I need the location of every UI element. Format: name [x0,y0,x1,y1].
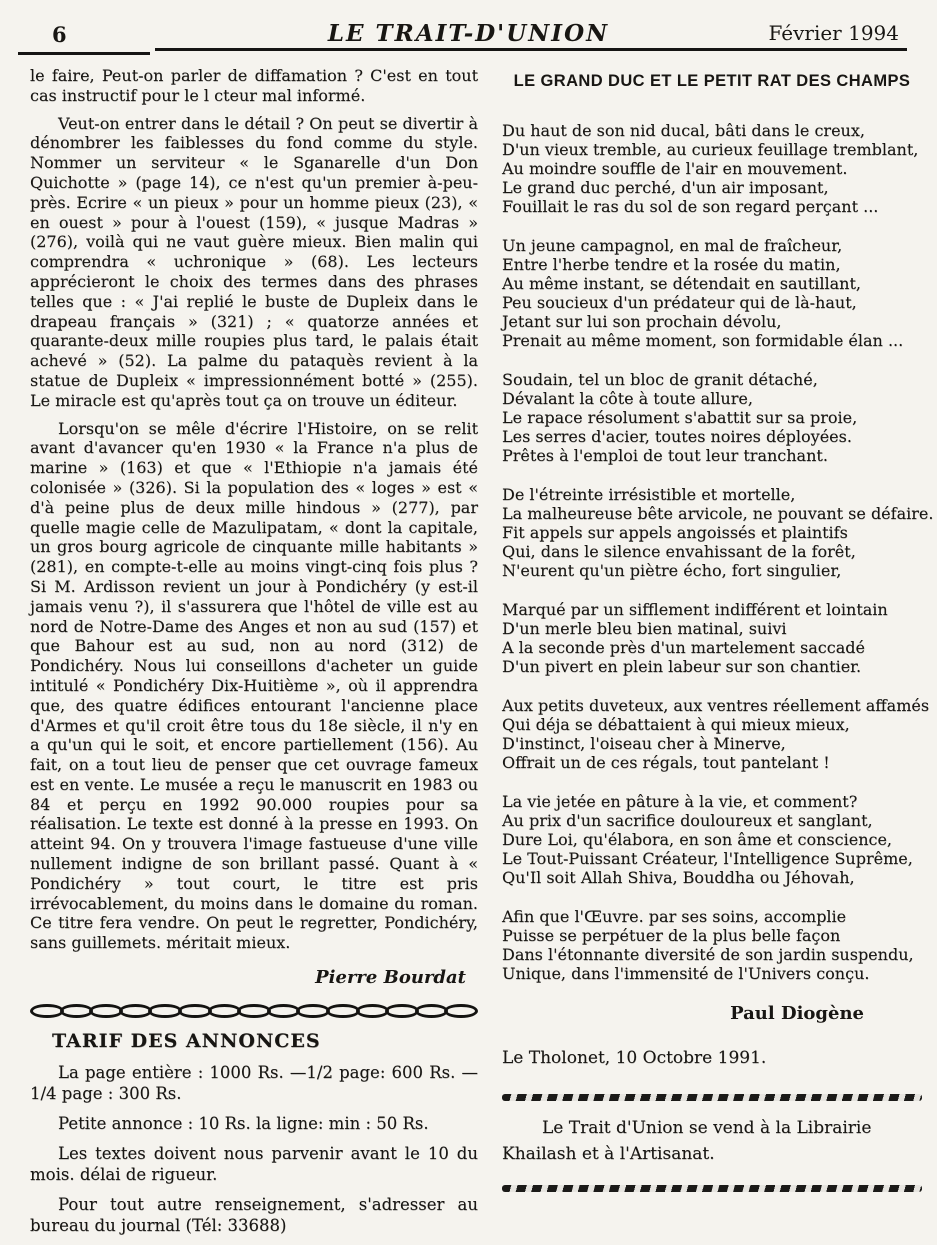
tarif-item: Pour tout autre renseignement, s'adresser au bureau du journal (Tél: 33688) [30,1195,478,1236]
poem-line: D'un vieux tremble, au curieux feuillage tremblant, [502,140,919,159]
poem-stanza [502,600,922,676]
masthead-title: LE TRAIT-D'UNION [327,20,610,47]
poem-line: Le Tout-Puissant Créateur, l'Intelligence Suprême, [502,849,913,868]
chain-ornament-divider [30,1004,478,1018]
poem-line: Peu soucieux d'un prédateur qui de là-haut, [502,293,857,312]
poem-line: La malheureuse bête arvicole, ne pouvant se défaire. [502,504,934,523]
poem-line: Au moindre souffle de l'air en mouvement. [502,159,848,178]
poem-line: Prenait au même moment, son formidable élan ... [502,331,904,350]
poem-stanza [502,792,922,887]
poem-line: Les serres d'acier, toutes noires déployées. [502,427,852,446]
chain-link-ornament [267,1004,301,1018]
tarif-heading: TARIF DES ANNONCES [52,1030,321,1053]
article-paragraph: Lorsqu'on se mêle d'écrire l'Histoire, on se relit avant d'avancer qu'en 1930 « la France n'a plus de marine » (163) et que « l'Ethiopie n'a jamais été colonisée » (326). Si la population des « loges » est « d'à peine plus de deux mille hindous » (277), par quelle magie celle de Mazulipatam, « dont la capitale, un gros bourg agricole de cinquante mille habitants » (281), en compte-t-elle au moins vingt-cinq fois plus ? Si M. Ardisson revient un jour à Pondichéry (y est-il jamais venu ?), il s'assurera que l'hôtel de ville est au nord de Notre-Dame des Anges et non au sud (157) et que Bahour est au sud, non au nord (312) de Pondichéry. Nous lui conseillons d'acheter un guide intitulé « Pondichéry Dix-Huitième », où il apprendra que, des quatre édifices entourant l'ancienne place d'Armes et qu'il croit être tous du 18e siècle, il n'y en a qu'un qui le soit, et encore partiellement (156). Au fait, on a tout lieu de penser que cet ouvrage fameux est en vente. Le musée a reçu le manuscrit en 1983 ou 84 et perçu en 1992 90.000 roupies pour sa réalisation. Le texte est donné à la presse en 1993. On atteint 94. On y trouvera l'image fastueuse d'une ville nullement indigne de son brillant passé. Quant à « Pondichéry » tout court, le titre est pris irrévocablement, du moins dans le domaine du roman. Ce titre fera vendre. On peut le regretter, Pondichéry, sans guillemets. méritait mieux. [30,418,478,953]
tarif-section [30,1030,478,1236]
article-pondichery [30,66,478,988]
page-number: 6 [52,22,67,47]
poem-stanza [502,696,930,772]
poem-line: Fit appels sur appels angoissés et plaintifs [502,523,848,542]
poem-stanza [502,121,922,216]
poem-line: Unique, dans l'immensité de l'Univers conçu. [502,964,870,983]
chain-link-ornament [326,1004,360,1018]
poem-line: La vie jetée en pâture à la vie, et comment? [502,792,858,811]
poem-line: Dure Loi, qu'élabora, en son âme et conscience, [502,830,893,849]
poem-line: Qui, dans le silence envahissant de la forêt, [502,542,856,561]
tarif-item: Les textes doivent nous parvenir avant le 10 du mois. délai de rigueur. [30,1144,478,1185]
poem-line: De l'étreinte irrésistible et mortelle, [502,485,796,504]
chain-link-ornament [119,1004,153,1018]
issue-date: Février 1994 [768,21,899,45]
poem-stanza [502,236,922,350]
poem-line: Offrait un de ces régals, tout pantelant ! [502,753,830,772]
poem-line: Le grand duc perché, d'un air imposant, [502,178,829,197]
poem-stanza [502,485,934,580]
poem-line: Le rapace résolument s'abattit sur sa proie, [502,408,858,427]
poem-dateline: Le Tholonet, 10 Octobre 1991. [502,1048,767,1068]
rope-ornament-divider [502,1185,922,1192]
chain-link-ornament [444,1004,478,1018]
tarif-item: Petite annonce : 10 Rs. la ligne: min : 50 Rs. [58,1114,429,1134]
poem-author-signature: Paul Diogène [730,1003,864,1024]
poem-line: D'un pivert en plein labeur sur son chantier. [502,657,862,676]
poem-line: Jetant sur lui son prochain dévolu, [502,312,782,331]
chain-link-ornament [178,1004,212,1018]
tarif-item: La page entière : 1000 Rs. —1/2 page: 600 Rs. —1/4 page : 300 Rs. [30,1063,478,1104]
poem-line: Aux petits duveteux, aux ventres réellement affamés [502,696,930,715]
poem-line: Afin que l'Œuvre. par ses soins, accomplie [502,907,847,926]
poem-line: N'eurent qu'un piètre écho, fort singulier, [502,561,842,580]
poem-line: Du haut de son nid ducal, bâti dans le creux, [502,121,865,140]
chain-link-ornament [60,1004,94,1018]
chain-link-ornament [148,1004,182,1018]
poem-line: Au même instant, se détendait en sautillant, [502,274,861,293]
rope-ornament-divider [502,1094,922,1101]
chain-link-ornament [208,1004,242,1018]
left-column [30,66,478,1245]
poem-line: Un jeune campagnol, en mal de fraîcheur, [502,236,843,255]
article-author-signature: Pierre Bourdat [315,967,466,989]
header-rule [155,48,907,51]
header-rule-left-segment [18,52,150,55]
chain-link-ornament [415,1004,449,1018]
poem-line: Prêtes à l'emploi de tout leur tranchant. [502,446,828,465]
poem-line: D'un merle bleu bien matinal, suivi [502,619,787,638]
chain-link-ornament [89,1004,123,1018]
poem-line: Dans l'étonnante diversité de son jardin suspendu, [502,945,914,964]
poem-line: Au prix d'un sacrifice douloureux et sanglant, [502,811,873,830]
poem-line: A la seconde près d'un martelement saccadé [502,638,865,657]
poem-line: Entre l'herbe tendre et la rosée du matin, [502,255,841,274]
right-column [502,66,934,1192]
poem-line: Qu'Il soit Allah Shiva, Bouddha ou Jéhovah, [502,868,855,887]
poem-title: LE GRAND DUC ET LE PETIT RAT DES CHAMPS [513,72,911,90]
poem-line: Soudain, tel un bloc de granit détaché, [502,370,818,389]
chain-link-ornament [296,1004,330,1018]
poem-stanza [502,907,922,983]
article-paragraph: le faire, Peut-on parler de diffamation ? C'est en tout cas instructif pour le l cteur mal informé. [30,66,478,105]
poem-stanza [502,370,922,465]
poem-line: Fouillait le ras du sol de son regard perçant ... [502,197,879,216]
chain-link-ornament [237,1004,271,1018]
chain-link-ornament [30,1004,64,1018]
article-paragraph: Veut-on entrer dans le détail ? On peut se divertir à dénombrer les faiblesses du fond comme du style. Nommer un serviteur « le Sganarelle d'un Don Quichotte » (page 14), ce n'est qu'un premier à-peu-près. Ecrire « un pieux » pour un homme pieux (23), « en ouest » pour à l'ouest (159), « jusque Madras » (276), voilà qui ne vaut guère mieux. Bien malin qui comprendra « uchronique » (68). Les lecteurs apprécieront le choix des termes dans des phrases telles que : « J'ai replié le buste de Dupleix dans le drapeau français » (321) ; « quatorze années et quarante-deux mille roupies plus tard, le palais était achevé » (52). La palme du pataquès revient à la statue de Dupleix « impressionnément botté » (255). Le miracle est qu'après tout ça on trouve un éditeur. [30,113,478,410]
poem-line: D'instinct, l'oiseau cher à Minerve, [502,734,786,753]
chain-link-ornament [385,1004,419,1018]
poem-line: Dévalant la côte à toute allure, [502,389,753,408]
chain-link-ornament [356,1004,390,1018]
poem-line: Marqué par un sifflement indifférent et lointain [502,600,888,619]
sales-notice: Le Trait d'Union se vend à la Librairie Khailash et à l'Artisanat. [502,1118,872,1164]
poem-line: Puisse se perpétuer de la plus belle façon [502,926,841,945]
poem-line: Qui déja se débattaient à qui mieux mieux, [502,715,850,734]
